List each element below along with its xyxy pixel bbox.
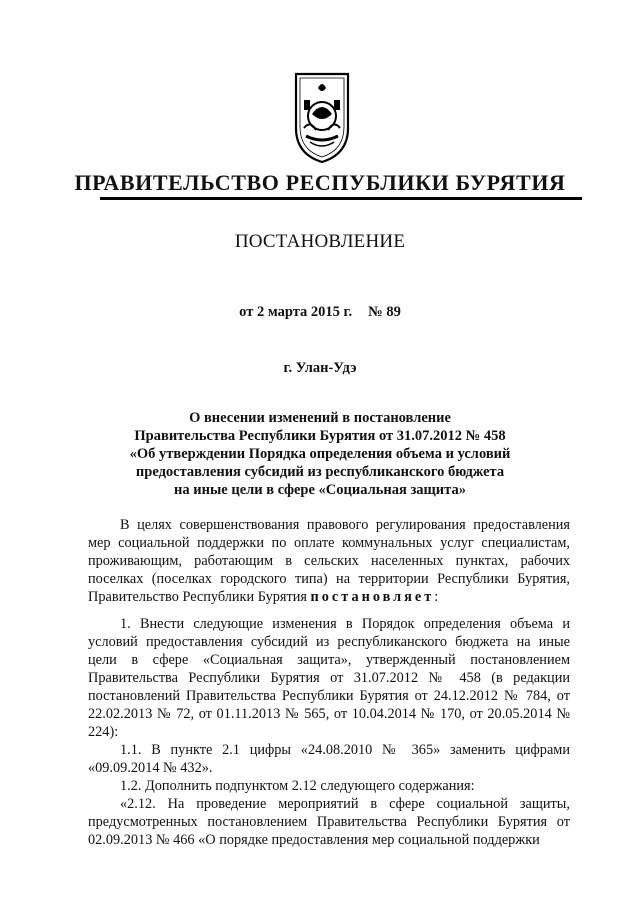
document-number: № 89: [368, 304, 401, 320]
header-divider: [100, 197, 582, 200]
resolution-verb: постановляет: [310, 589, 435, 605]
item-paragraph: 1.2. Дополнить подпунктом 2.12 следующего содержания:: [120, 778, 475, 794]
document-subject: [0, 409, 640, 499]
subject-line: на иные цели в сфере «Социальная защита»: [174, 482, 466, 498]
intro-end: :: [434, 589, 439, 605]
date-number-line: [0, 304, 640, 321]
subject-line: О внесении изменений в постановление: [189, 410, 451, 426]
items-section: [88, 615, 570, 849]
item-paragraph: 1. Внести следующие изменения в Порядок определения объема и условий предоставления субсидий из республиканского бюджета на иные цели в сфере «Социальная защита», утвержденный постановлением Правительства Республики Бурятия от 31.07.2012 № 458 (в редакции постановлений Правительства Республики Бурятия от 24.12.2012 № 784, от 22.02.2013 № 72, от 01.11.2013 № 565, от 10.04.2014 № 170, от 20.05.2014 № 224):: [88, 616, 570, 740]
subject-line: «Об утверждении Порядка определения объема и условий: [129, 446, 511, 462]
subject-line: Правительства Республики Бурятия от 31.07.2012 № 458: [134, 428, 506, 444]
intro-text: В целях совершенствования правового регулирования предоставления мер социальной поддержки по оплате коммунальных услуг специалистам, проживающим, работающим в сельских населенных пунктах, рабочих поселках (поселках городского типа) на территории Республики Бурятия, Правительство Республики Бурятия: [88, 517, 570, 605]
intro-paragraph: [88, 516, 570, 606]
item-paragraph: 1.1. В пункте 2.1 цифры «24.08.2010 № 365» заменить цифрами «09.09.2014 № 432».: [88, 742, 570, 776]
document-type: ПОСТАНОВЛЕНИЕ: [234, 231, 406, 252]
document-city: г. Улан-Удэ: [283, 360, 357, 376]
coat-of-arms-icon: [290, 70, 354, 166]
item-paragraph: «2.12. На проведение мероприятий в сфере социальной защиты, предусмотренных постановлением Правительства Республики Бурятия от 02.09.2013 № 466 «О порядке предоставления мер социальной поддержки: [88, 796, 570, 848]
subject-line: предоставления субсидий из республиканского бюджета: [135, 464, 505, 480]
organization-title: ПРАВИТЕЛЬСТВО РЕСПУБЛИКИ БУРЯТИЯ: [74, 170, 566, 195]
document-date: от 2 марта 2015 г.: [239, 304, 353, 320]
